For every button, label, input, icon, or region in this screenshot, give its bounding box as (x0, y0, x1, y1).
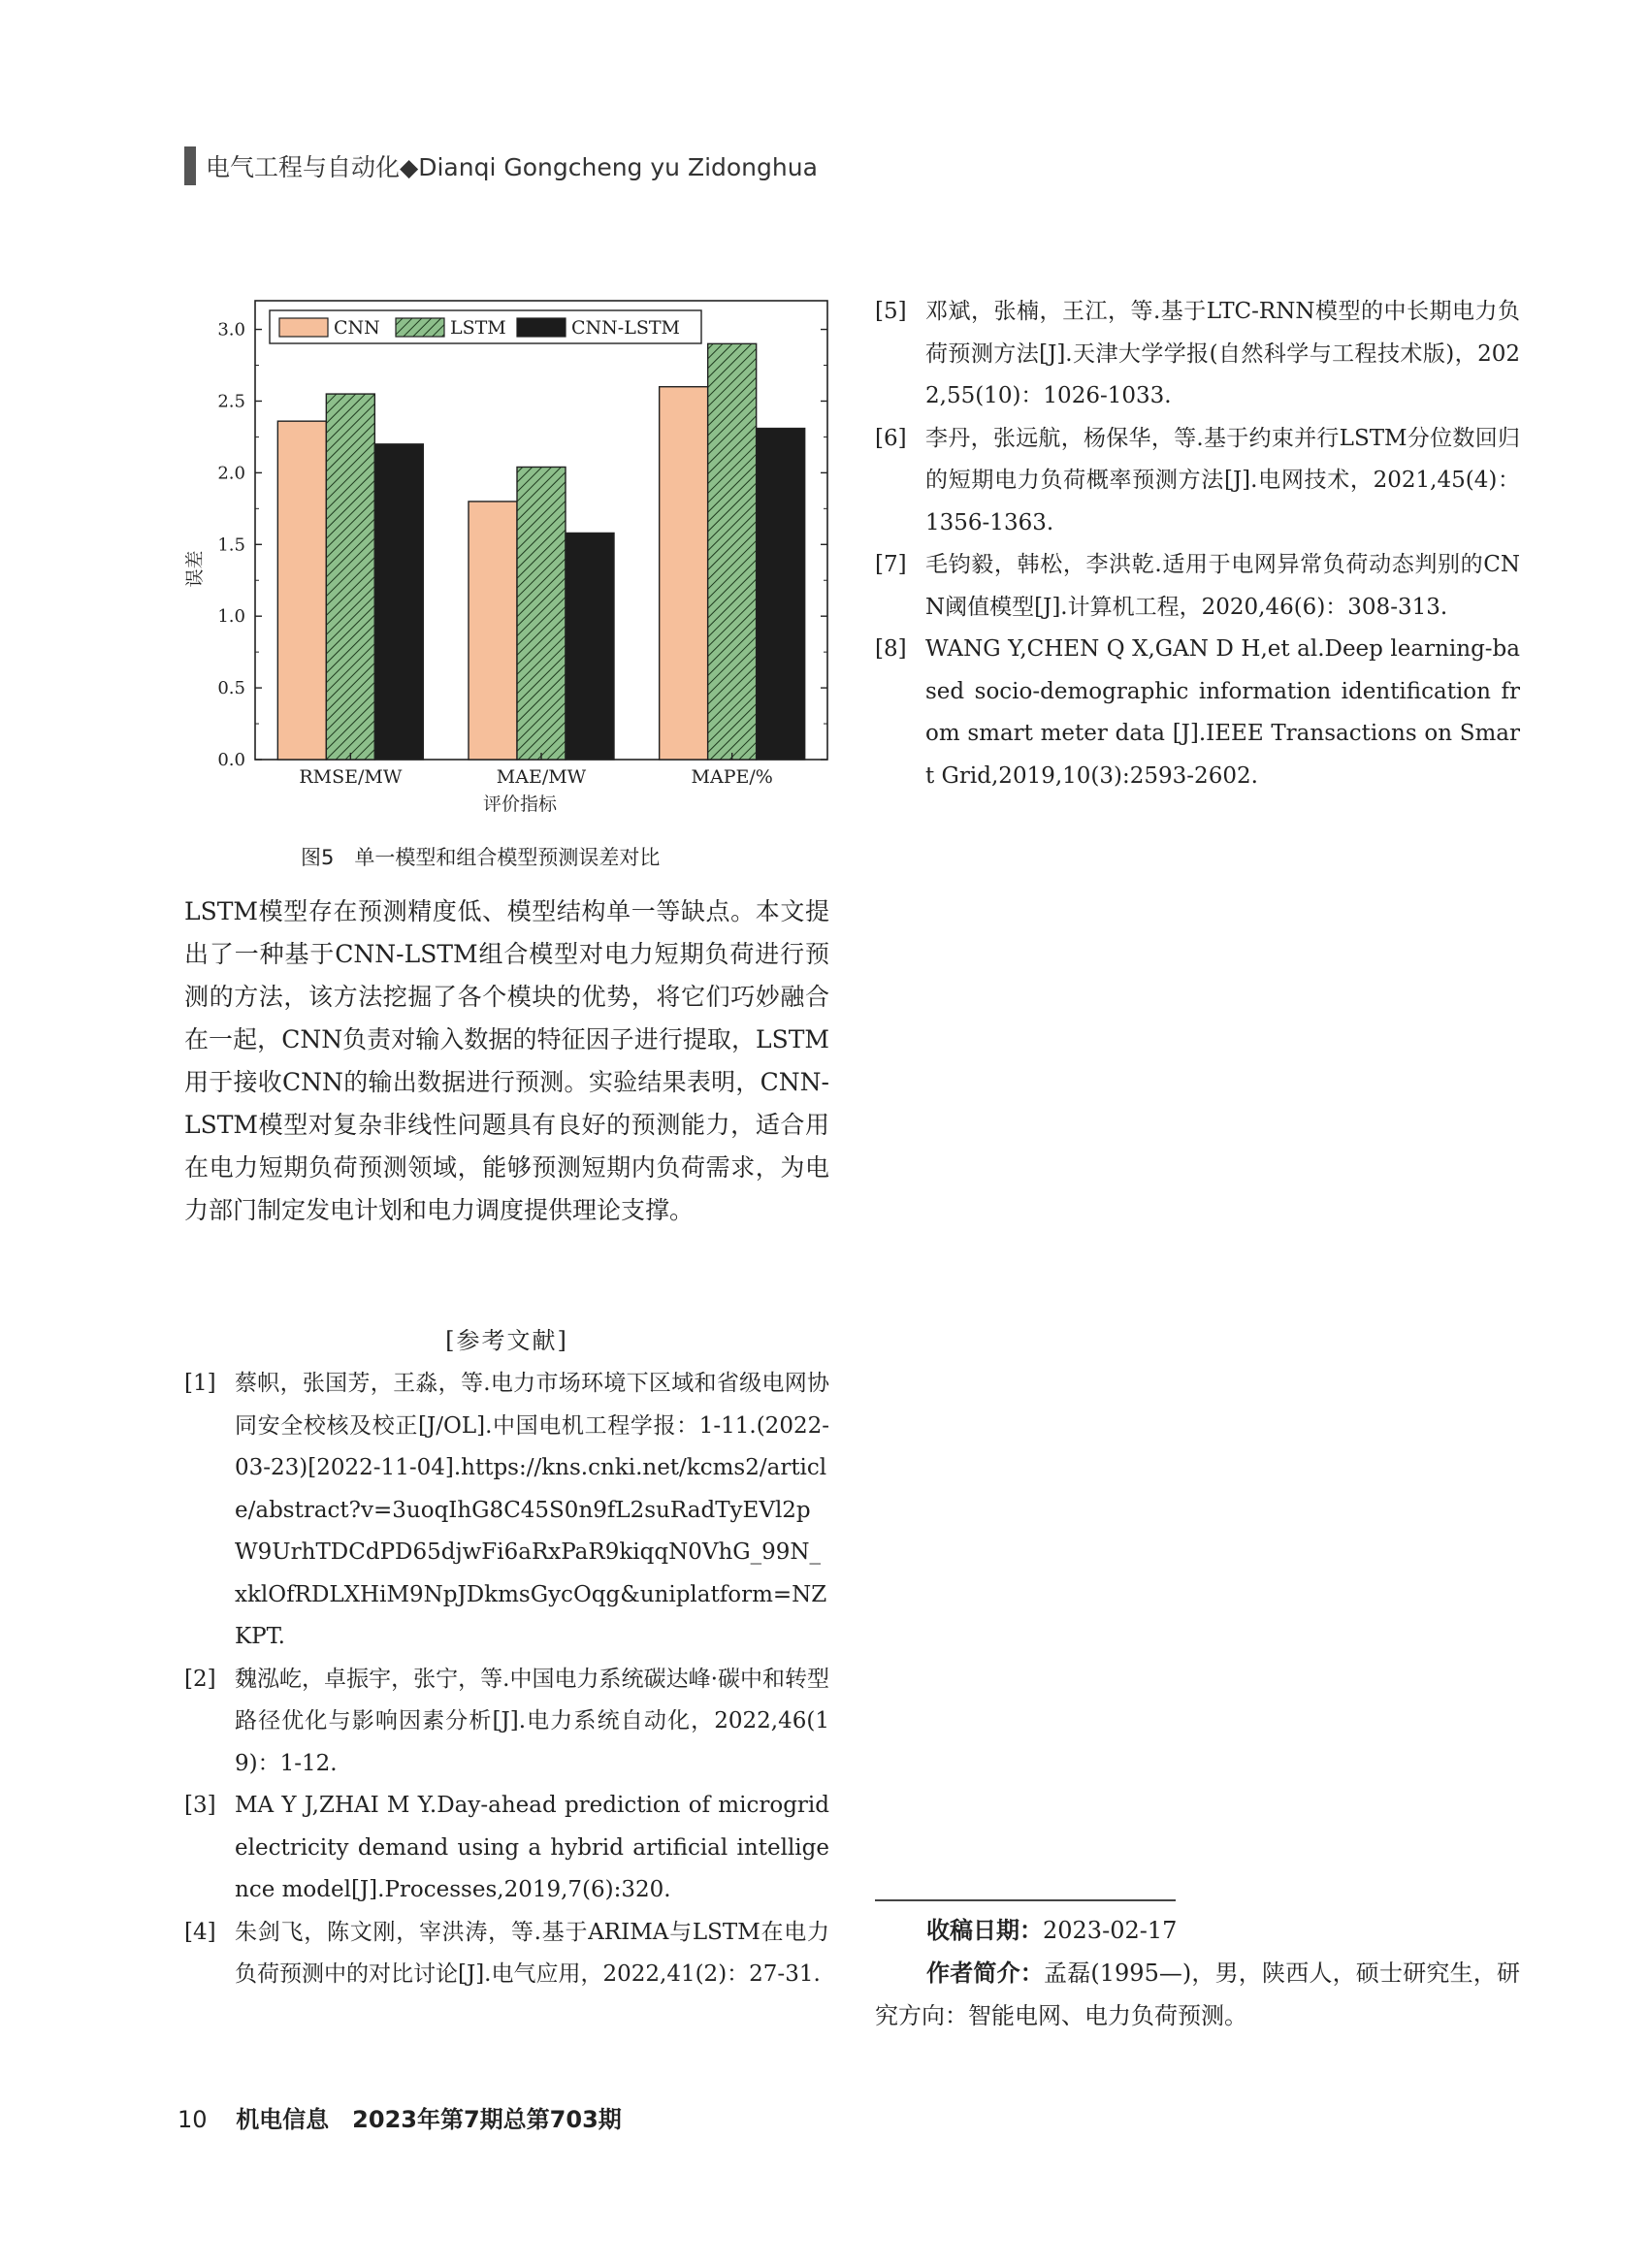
reference-number: [6] (875, 425, 907, 451)
author-label: 作者简介： (926, 1959, 1044, 1987)
y-tick-label: 2.0 (217, 463, 245, 484)
bar-cnn (660, 387, 708, 760)
references-left-column (184, 1363, 829, 1996)
reference-number: [1] (184, 1371, 216, 1396)
x-axis-label: 评价指标 (482, 794, 558, 815)
y-axis-label: 误差 (184, 550, 206, 588)
received-label: 收稿日期： (926, 1916, 1043, 1944)
reference-text: 蔡帜，张国芳，王淼，等.电力市场环境下区域和省级电网协同安全校核及校正[J/OL].中国电机工程学报：1-11.(2022-03-23)[2022-11-04].https://kns.cnki.net/kcms2/article/abstract?v=3uoqIhG8C45S0n9fL2suRadTyEVl2pW9UrhTDCdPD65djwFi6aRxPaR9kiqqN0VhG_99N_xklOfRDLXHiM9NpJDkmsGycOqg&uniplatform=NZKPT. (235, 1371, 829, 1649)
y-tick-label: 1.5 (217, 535, 245, 556)
legend-label-cnn: CNN (334, 317, 380, 339)
reference-text: MA Y J,ZHAI M Y.Day-ahead prediction of microgrid electricity demand using a hybrid artificial intelligence model[J].Processes,2019,7(6):320. (235, 1793, 829, 1902)
reference-item (184, 1659, 829, 1786)
y-tick-label: 2.5 (217, 391, 245, 412)
page-footer (178, 2100, 622, 2134)
reference-item (184, 1363, 829, 1659)
legend-label-lstm: LSTM (450, 317, 506, 339)
y-tick-label: 3.0 (217, 319, 245, 340)
received-date (926, 1909, 1177, 1952)
reference-text: 李丹，张远航，杨保华，等.基于约束并行LSTM分位数回归的短期电力负荷概率预测方法[J].电网技术，2021,45(4)：1356-1363. (925, 425, 1520, 535)
reference-text: WANG Y,CHEN Q X,GAN D H,et al.Deep learning-based socio-demographic information identification from smart meter data [J].IEEE Transactions on Smart Grid,2019,10(3):2593-2602. (925, 636, 1520, 789)
bar-lstm (326, 394, 374, 760)
y-tick-label: 1.0 (217, 606, 245, 628)
legend-swatch-cnn (279, 318, 328, 337)
journal-issue: 机电信息 2023年第7期总第703期 (236, 2106, 622, 2133)
reference-number: [7] (875, 552, 907, 577)
reference-text: 邓斌，张楠，王江，等.基于LTC-RNN模型的中长期电力负荷预测方法[J].天津大学学报(自然科学与工程技术版)，2022,55(10)：1026-1033. (925, 299, 1520, 408)
header-title: 电气工程与自动化◆Dianqi Gongcheng yu Zidonghua (206, 153, 818, 181)
reference-text: 毛钧毅，韩松，李洪乾.适用于电网异常负荷动态判别的CNN阈值模型[J].计算机工程，2020,46(6)：308-313. (925, 552, 1520, 620)
bar-cnn (469, 502, 517, 760)
reference-text: 朱剑飞，陈文刚，宰洪涛，等.基于ARIMA与LSTM在电力负荷预测中的对比讨论[J].电气应用，2022,41(2)：27-31. (235, 1919, 829, 1987)
received-value: 2023-02-17 (1043, 1917, 1178, 1944)
references-right-column (875, 291, 1520, 797)
legend-label-cnn-lstm: CNN-LSTM (571, 317, 680, 339)
running-header (184, 146, 818, 186)
reference-item (875, 629, 1520, 797)
x-tick-label: RMSE/MW (299, 766, 403, 788)
bar-lstm (517, 467, 566, 760)
reference-item (184, 1912, 829, 1996)
reference-number: [5] (875, 299, 907, 324)
bar-cnn-lstm (374, 444, 423, 760)
reference-item (875, 418, 1520, 545)
legend-swatch-lstm (396, 318, 444, 337)
x-tick-label: MAE/MW (496, 766, 587, 788)
bar-cnn-lstm (566, 533, 614, 760)
x-tick-label: MAPE/% (691, 766, 773, 788)
page-number: 10 (178, 2106, 208, 2133)
header-bar (184, 146, 196, 185)
bar-cnn-lstm (757, 429, 805, 760)
reference-number: [4] (184, 1919, 216, 1945)
reference-item (875, 544, 1520, 629)
footnote-divider (875, 1899, 1176, 1901)
references-title: [参考文献] (445, 1327, 568, 1354)
reference-number: [8] (875, 636, 907, 662)
figure-caption: 图5 单一模型和组合模型预测误差对比 (301, 846, 661, 869)
y-tick-label: 0.0 (217, 750, 245, 770)
reference-number: [3] (184, 1793, 216, 1818)
bar-cnn (277, 421, 326, 760)
reference-number: [2] (184, 1666, 216, 1692)
reference-text: 魏泓屹，卓振宇，张宁，等.中国电力系统碳达峰·碳中和转型路径优化与影响因素分析[J].电力系统自动化，2022,46(19)：1-12. (235, 1666, 829, 1776)
figure-5 (179, 291, 849, 834)
y-tick-label: 0.5 (217, 678, 245, 699)
reference-item (184, 1785, 829, 1912)
bar-chart (179, 291, 849, 834)
author-value: 孟磊(1995—)，男，陕西人，硕士研究生，研究方向：智能电网、电力负荷预测。 (875, 1960, 1520, 2029)
bar-lstm (708, 343, 757, 760)
reference-item (875, 291, 1520, 418)
legend-swatch-cnn-lstm (517, 318, 566, 337)
author-bio (875, 1952, 1520, 2037)
body-paragraph: LSTM模型存在预测精度低、模型结构单一等缺点。本文提出了一种基于CNN-LSTM组合模型对电力短期负荷进行预测的方法，该方法挖掘了各个模块的优势，将它们巧妙融合在一起，CNN负责对输入数据的特征因子进行提取，LSTM用于接收CNN的输出数据进行预测。实验结果表明，CNN-LSTM模型对复杂非线性问题具有良好的预测能力，适合用在电力短期负荷预测领域，能够预测短期内负荷需求，为电力部门制定发电计划和电力调度提供理论支撑。 (184, 897, 829, 1224)
